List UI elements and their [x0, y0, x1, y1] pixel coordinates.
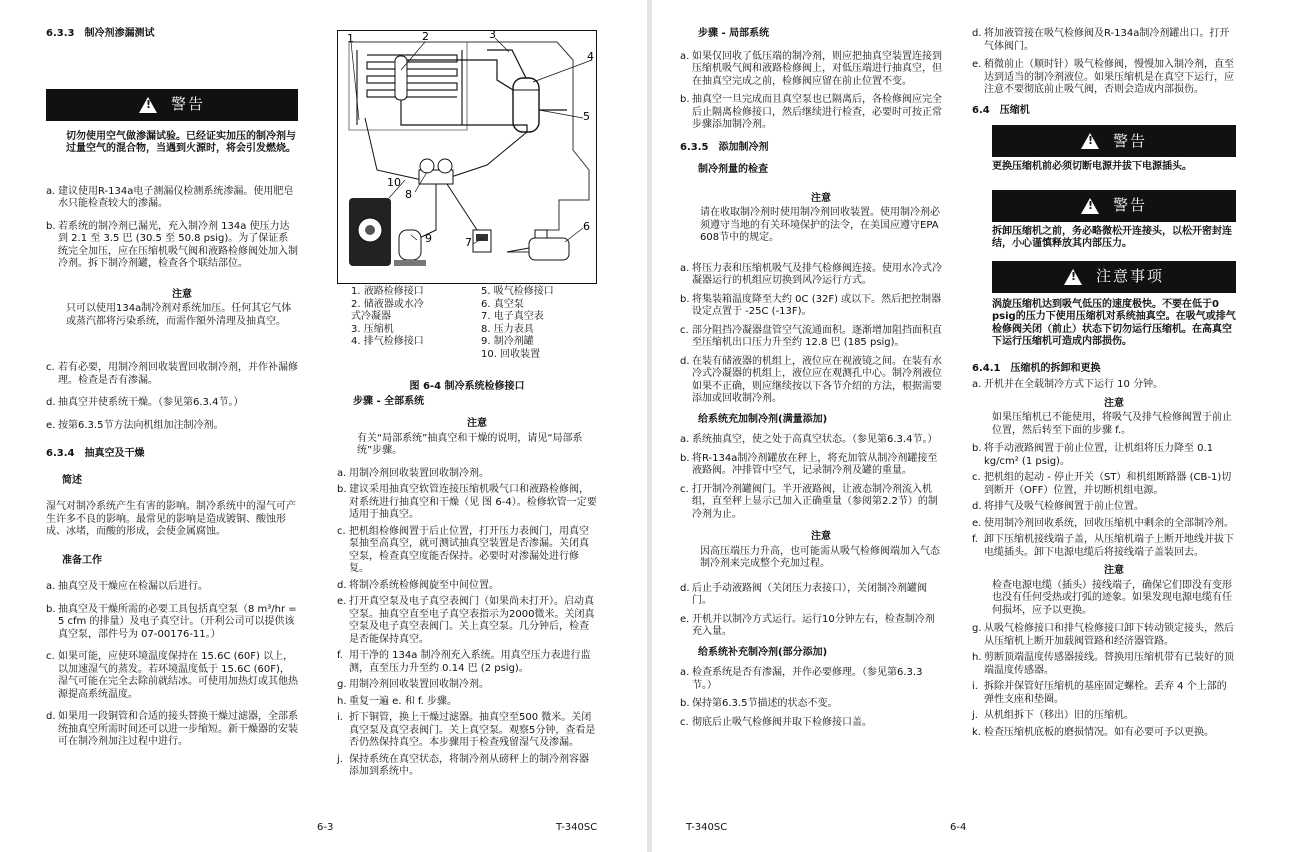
caution-icon: [1064, 269, 1082, 285]
list-item: j. 从机组拆下（移出）旧的压缩机。: [972, 710, 1134, 721]
callout-label: 7: [465, 236, 472, 249]
caution-banner: ! 注意事项: [992, 261, 1236, 293]
callout-label: 4: [587, 50, 594, 63]
list-item: c. 把机组的起动 - 停止开关（ST）和机组断路器 (CB-1)切到断开（OFF）位置，并切断机组电源。: [972, 472, 1232, 496]
warning-icon: [139, 97, 157, 113]
callout-label: 10: [387, 176, 401, 189]
full-charge-heading: 给系统充加制冷剂(满量添加): [698, 413, 828, 425]
left-column-1: [46, 28, 298, 759]
figure-caption: 图 6-4 制冷系统检修接口: [409, 381, 525, 392]
list-item: d. 后止手动液路阀（关闭压力表接口），关闭制冷剂罐阀门。: [680, 582, 927, 606]
list-item: d. 如果用一段铜管和合适的接头替换干燥过滤器，全部系统抽真空所需时间还可以进一步缩短。新干燥器的安装可在制冷剂加注过程中进行。: [46, 711, 298, 747]
section-634-heading: 6.3.4 抽真空及干燥: [46, 448, 145, 459]
list-item: d. 在装有储液器的机组上，液位应在视液镜之间。在装有水冷式冷凝器的机组上，液位应在观测孔中心。制冷剂液位如果不正确，则应继续按以下各节介绍的方法，根据需要添加或回收制冷剂。: [680, 355, 942, 404]
warning-banner: ! 警告: [992, 190, 1236, 222]
list-item: c. 把机组检修阀置于后止位置，打开压力表阀门，用真空泵抽至高真空，就可测试抽真空装置是否渗漏。关闭真空泵，检查真空度能否保持。必要时对渗漏处进行修复。: [337, 525, 589, 574]
list-item: e. 打开真空泵及电子真空表阀门（如果尚未打开）。启动真空泵。抽真空直至电子真空表指示为2000微米。关闭真空泵及电子真空表阀门。关上真空泵。几分钟后，检查是否能保持真空。: [337, 596, 595, 645]
list-item: a. 开机并在全载制冷方式下运行 10 分钟。: [972, 379, 1164, 390]
note-box: 注意 只可以使用134a制冷剂对系统加压。任何其它气体或蒸汽都将污染系统，而需作額外清理及抽真空。: [66, 288, 292, 327]
list-item: h. 重复一遍 e. 和 f. 步骤。: [337, 695, 458, 707]
warning-text: 拆卸压缩机之前，务必略微松开连接头，以松开密封连结，小心谨慎释放其内部压力。: [992, 225, 1232, 249]
list-item: e. 使用制冷剂回收系统，回收压缩机中剩余的全部制冷剂。: [972, 517, 1234, 529]
list-item: a. 将压力表和压缩机吸气及排气检修阀连接。使用水冷式冷凝器运行的机组应切换到风冷运行方式。: [680, 262, 942, 286]
intro-heading: 简述: [62, 474, 82, 486]
list-item: d. 将排气及吸气检修阀置于前止位置。: [972, 501, 1144, 512]
list-item: b. 抽真空及干燥所需的必要工具包括真空泵（8 m³/hr = 5 cfm 的排量）及电子真空计。（开利公司可以提供该真空泵，部件号为 07-00176-11。）: [46, 603, 297, 640]
intro-text: 湿气对制冷系统产生有害的影响。制冷系统中的湿气可产生许多不良的影响。最常见的影响是造成镀铜、酸蚀形成、冰堵，而酸的形成，会使金属腐蚀。: [46, 501, 296, 537]
list-item: a. 如果仅回收了低压端的制冷剂，则应把抽真空装置连接到压缩机吸气阀和液路检修阀上，对低压端进行抽真空，但在抽真空完成之前，检修阀应留在前止位置不变。: [680, 50, 942, 87]
list-item: g. 用制冷剂回收装置回收制冷剂。: [337, 679, 489, 690]
partial-heading: 步骤 - 局部系统: [698, 28, 770, 39]
list-item: d. 抽真空并使系统干燥。（参见第6.3.4节。）: [46, 397, 244, 408]
list-item: i. 拆除并保管好压缩机的基座固定螺栓。丢弃 4 个上部的弹性支座和垫圈。: [972, 681, 1227, 705]
list-item: e. 稍微前止（顺时针）吸气检修阀，慢慢加入制冷剂，直至达到适当的制冷剂液位。如果压缩机是在真空下运行，应注意不要彻底前止吸气阀，否则会造成内部损伤。: [972, 59, 1234, 95]
prep-heading: 准备工作: [62, 554, 102, 566]
figure-legend: 1. 液路检修接口 5. 吸气检修接口 2. 储液器或水冷 6. 真空泵 式冷凝器 7. 电子真空表 3. 压缩机 8. 压力表具 4. 排气检修接口 9. 制冷剂罐 10. 回收装置: [351, 286, 554, 360]
warning-banner: ! 警告: [992, 125, 1236, 157]
list-item: b. 保持第6.3.5节描述的状态不变。: [680, 698, 838, 709]
list-item: f. 卸下压缩机接线端子盖，从压缩机端子上断开地线并拔下电缆插头。卸下电源电缆后将接线端子盖装回去。: [972, 534, 1234, 558]
warning-icon: [1081, 198, 1099, 214]
section-641-heading: 6.4.1 压缩机的拆卸和更换: [972, 362, 1101, 374]
callout-label: 2: [422, 30, 429, 43]
left-column-2: [337, 30, 597, 783]
list-item: b. 抽真空一旦完成而且真空泵也已隔离后，各检修阀应完全后止隔离检修接口，然后继续进行检查，必要时可按正常步骤添加制冷剂。: [680, 94, 942, 130]
warning-icon: [1081, 133, 1099, 149]
refrigeration-diagram: [337, 30, 597, 284]
right-page: [652, 0, 1299, 852]
section-633-heading: 6.3.3 制冷剂渗漏测试: [46, 28, 155, 39]
callout-label: 8: [405, 188, 412, 201]
callout-label: 1: [347, 32, 354, 45]
list-item: b. 将R-134a制冷剂罐放在秤上，将充加管从制冷剂罐接至液路阀。冲排管中空气，记录制冷剂及罐的重量。: [680, 452, 938, 476]
right-column-2: [972, 28, 1236, 743]
section-635-heading: 6.3.5 添加制冷剂: [680, 141, 769, 153]
left-page: [0, 0, 647, 852]
list-item: b. 若系统的制冷剂已漏光，充入制冷剂 134a 使压力达到 2.1 至 3.5 巴 (30.5 至 50.8 psig)。为了保证系统完全加压，应在压缩机吸气阀和液路检修阀处加入制冷剂。拆下制冷剂罐，检查各个联结部位。: [46, 220, 298, 269]
warning-text: 切勿使用空气做渗漏试验。已经证实加压的制冷剂与过量空气的混合物，当遇到火源时，将会引发燃烧。: [66, 130, 296, 154]
list-item: c. 若有必要，用制冷剂回收装置回收制冷剂，并作补漏修理。检查是否有渗漏。: [46, 362, 298, 386]
list-item: j. 保持系统在真空状态，将制冷剂从磅秤上的制冷剂容器添加到系统中。: [337, 753, 589, 777]
check-heading: 制冷剂量的检查: [698, 164, 768, 175]
list-item: d. 将加液管接在吸气检修阀及R-134a制冷剂罐出口。打开气体阀门。: [972, 28, 1230, 52]
list-item: c. 打开制冷剂罐阀门。半开液路阀，让液态制冷剂流入机组，直至秤上显示已加入正确重量（参阅第2.2节）的制冷剂为止。: [680, 483, 938, 520]
callout-label: 5: [583, 110, 590, 123]
right-column-1: [680, 28, 942, 735]
list-item: a. 检查系统是否有渗漏，并作必要修理。（参见第6.3.3节。）: [680, 667, 923, 691]
list-item: k. 检查压缩机底板的磨损情况。如有必要可予以更换。: [972, 726, 1214, 738]
note-box: 注意 有关“局部系统”抽真空和干燥的说明，请见“局部系统”步骤。: [357, 418, 583, 456]
list-item: c. 彻底后止吸气检修阀并取下检修接口盖。: [680, 716, 872, 728]
list-item: g. 从吸气检修接口和排气检修接口卸下转动锁定接头，然后从压缩机上断开加载阀管路和经济器管路。: [972, 623, 1234, 647]
all-systems-heading: 步骤 - 全部系统: [353, 395, 425, 407]
page-number: 6-4: [950, 822, 967, 833]
list-item: a. 用制冷剂回收装置回收制冷剂。: [337, 467, 489, 479]
warning-text: 更换压缩机前必须切断电源并拔下电源插头。: [992, 161, 1192, 172]
callout-label: 6: [583, 220, 590, 233]
callout-label: 3: [489, 30, 496, 41]
page-number: 6-3: [317, 822, 334, 833]
list-item: b. 将集装箱温度降至大约 0C (32F) 或以下。然后把控制器设定点置于 -25C (-13F)。: [680, 293, 942, 317]
list-item: e. 按第6.3.5节方法向机组加注制冷剂。: [46, 419, 224, 431]
partial-charge-heading: 给系统补充制冷剂(部分添加): [698, 646, 828, 658]
section-64-heading: 6.4 压缩机: [972, 104, 1030, 116]
list-item: f. 用干净的 134a 制冷剂充入系统。用真空压力表进行监测，直至压力升至约 0.14 巴 (2 psig)。: [337, 650, 591, 674]
note-box: 注意 检查电源电缆（插头）接线端子，确保它们即没有变形也没有任何受热或打弧的迹象。如果发现电源电缆有任何损坏，应予以更换。: [992, 565, 1232, 616]
caution-text: 涡旋压缩机达到吸气低压的速度极快。不要在低于0 psig的压力下使用压缩机对系统抽真空。在吸气或排气检修阀关闭（前止）状态下切勿运行压缩机。在高真空下运行压缩机可造成内部损伤。: [992, 298, 1236, 347]
list-item: b. 将手动液路阀置于前止位置，让机组将压力降至 0.1 kg/cm² (1 psig)。: [972, 443, 1214, 467]
doc-number: T-340SC: [556, 822, 598, 833]
warning-banner: ! 警告: [46, 89, 298, 121]
list-item: h. 剪断顶端温度传感器接线。替换用压缩机带有已装好的顶端温度传感器。: [972, 652, 1234, 676]
list-item: i. 折下铜管，换上干燥过滤器。抽真空至500 微米。关闭真空泵及真空表阀门。关上真空泵。观察5分钟，查看是否仍然保持真空。本步骤用于检查残留湿气及渗漏。: [337, 712, 596, 748]
list-item: b. 建议采用抽真空软管连接压缩机吸气口和液路检修阀，对系统进行抽真空和干燥（见 图 6-4）。检修软管一定要适用于抽真空。: [337, 484, 597, 520]
list-item: e. 开机并以制冷方式运行。运行10分钟左右，检查制冷剂充入量。: [680, 613, 935, 637]
note-box: 注意 如果压缩机已不能使用，将吸气及排气检修阀置于前止位置，然后转至下面的步骤 f.。: [992, 397, 1232, 436]
note-box: 注意 请在收取制冷剂时使用制冷剂回收装置。使用制冷剂必须遵守当地的有关环境保护的法令，在美国应遵守EPA 608节中的规定。: [700, 192, 940, 243]
note-box: 注意 因高压端压力升高，也可能需从吸气检修阀端加入气态制冷剂来完成整个充加过程。: [700, 531, 940, 569]
list-item: a. 系统抽真空，使之处于高真空状态。（参见第6.3.4节。）: [680, 434, 938, 445]
doc-number: T-340SC: [686, 822, 728, 833]
list-item: d. 将制冷系统检修阀旋至中间位置。: [337, 579, 499, 591]
list-item: c. 如果可能，应使环境温度保持在 15.6C (60F) 以上，以加速湿气的蒸发。若环境温度低于 15.6C (60F)，湿气可能在完全去除前就结冰。可使用加热灯或其他热源提高系统温度。: [46, 651, 298, 700]
callout-label: 9: [425, 232, 432, 245]
list-item: c. 部分阻挡冷凝器盘管空气流通面积。逐渐增加阻挡面积直至压缩机出口压力升至约 12.8 巴 (185 psig)。: [680, 324, 942, 348]
list-item: a. 抽真空及干燥应在检漏以后进行。: [46, 581, 208, 592]
list-item: a. 建议使用R-134a电子测漏仪检测系统渗漏。使用肥皂水只能检查较大的渗漏。: [46, 185, 294, 209]
